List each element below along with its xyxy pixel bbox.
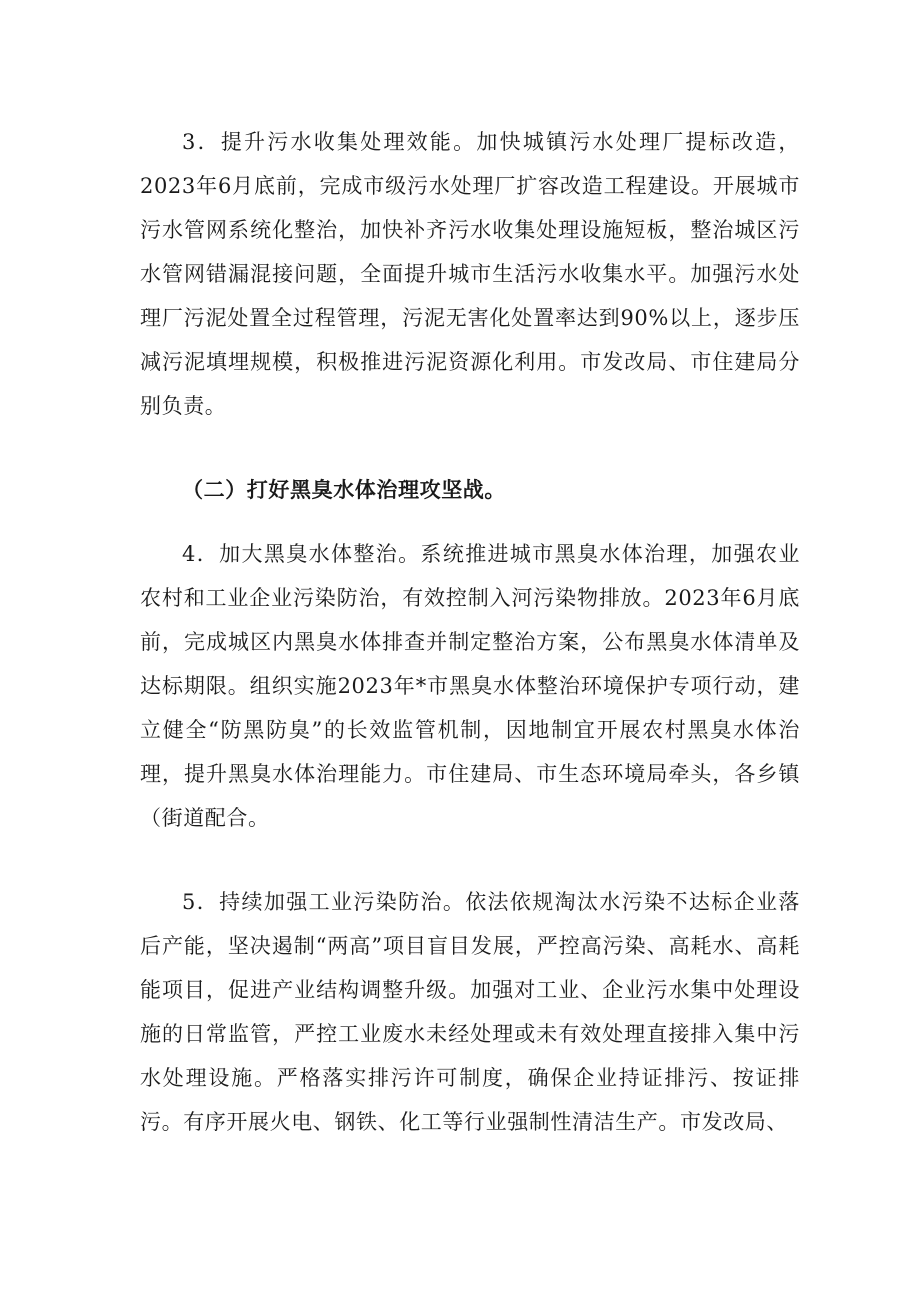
paragraph-4-black-odorous-water: 4．加大黑臭水体整治。系统推进城市黑臭水体治理，加强农业农村和工业企业污染防治，有效控制入河污染物排放。2023年6月底前，完成城区内黑臭水体排查并制定整治方案，公布黑臭水体清单及达标期限。组织实施2023年*市黑臭水体整治环境保护专项行动，建立健全“防黑防臭”的长效监管机制，因地制宜开展农村黑臭水体治理，提升黑臭水体治理能力。市住建局、市生态环境局牵头，各乡镇（街道配合。: [140, 542, 800, 830]
paragraph-5-industrial-pollution: 5．持续加强工业污染防治。依法依规淘汰水污染不达标企业落后产能，坚决遏制“两高”项目盲目发展，严控高污染、高耗水、高耗能项目，促进产业结构调整升级。加强对工业、企业污水集中处理设施的日常监管，严控工业废水未经处理或未有效处理直接排入集中污水处理设施。严格落实排污许可制度，确保企业持证排污、按证排污。有序开展火电、钢铁、化工等行业强制性清洁生产。市发改局、: [140, 890, 800, 1134]
paragraph-3-sewage-treatment: 3．提升污水收集处理效能。加快城镇污水处理厂提标改造，2023年6月底前，完成市级污水处理厂扩容改造工程建设。开展城市污水管网系统化整治，加快补齐污水收集处理设施短板，整治城区污水管网错漏混接问题，全面提升城市生活污水收集水平。加强污水处理厂污泥处置全过程管理，污泥无害化处置率达到90%以上，逐步压减污泥填埋规模，积极推进污泥资源化利用。市发改局、市住建局分别负责。: [140, 130, 800, 418]
section-heading-black-odorous-water: （二）打好黑臭水体治理攻坚战。: [182, 477, 506, 502]
